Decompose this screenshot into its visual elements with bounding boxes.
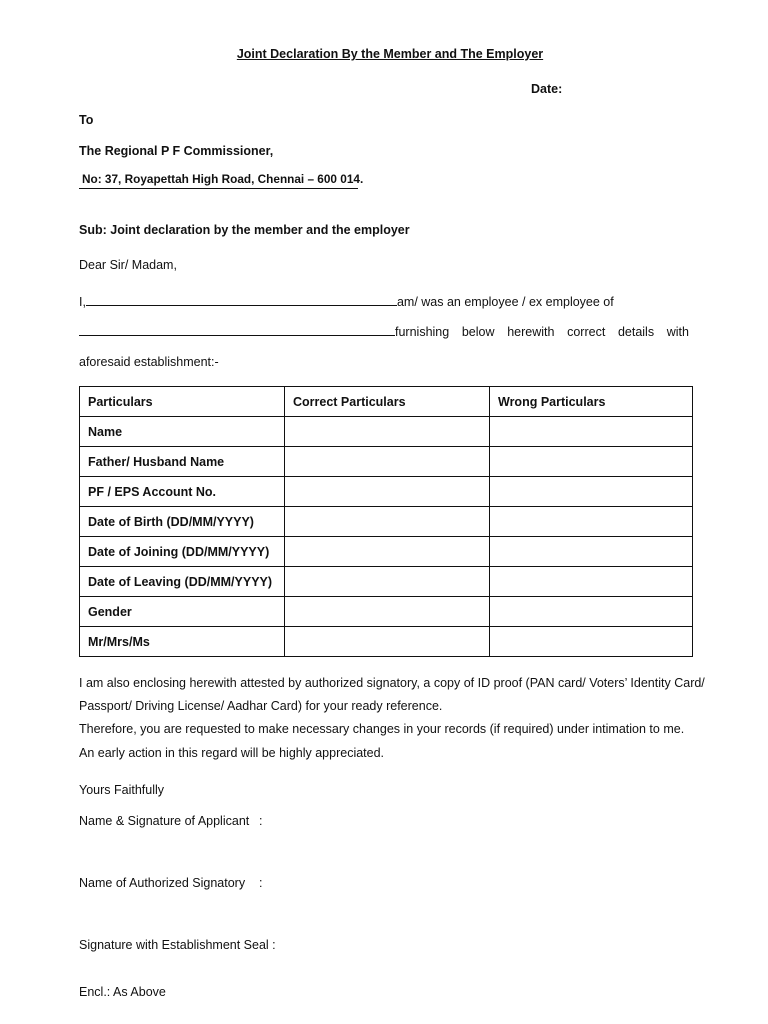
wrong-cell[interactable] xyxy=(490,477,693,507)
table-row xyxy=(80,447,693,477)
wrong-cell[interactable] xyxy=(490,507,693,537)
row-label: Father/ Husband Name xyxy=(80,447,285,477)
row-label: Name xyxy=(80,417,285,447)
header-wrong-particulars: Wrong Particulars xyxy=(490,387,693,417)
authorized-signatory-colon: : xyxy=(259,876,263,890)
declaration-line-3: aforesaid establishment:- xyxy=(79,355,219,369)
table-row xyxy=(80,417,693,447)
row-label: Gender xyxy=(80,597,285,627)
table-row xyxy=(80,627,693,657)
line2-word: herewith xyxy=(507,325,555,339)
line2-word: below xyxy=(461,325,495,339)
authorized-signatory-label: Name of Authorized Signatory xyxy=(79,876,246,890)
row-label: PF / EPS Account No. xyxy=(80,477,285,507)
correct-cell[interactable] xyxy=(285,567,490,597)
date-label: Date: xyxy=(531,82,563,96)
line1-prefix: I, xyxy=(79,295,86,309)
header-particulars: Particulars xyxy=(80,387,285,417)
row-label: Date of Joining (DD/MM/YYYY) xyxy=(80,537,285,567)
correct-cell[interactable] xyxy=(285,537,490,567)
correct-cell[interactable] xyxy=(285,417,490,447)
correct-cell[interactable] xyxy=(285,507,490,537)
line2-word: details xyxy=(617,325,655,339)
table-row xyxy=(80,507,693,537)
establishment-seal-label: Signature with Establishment Seal : xyxy=(79,938,276,952)
wrong-cell[interactable] xyxy=(490,567,693,597)
particulars-table xyxy=(79,386,693,657)
correct-cell[interactable] xyxy=(285,477,490,507)
table-header-row xyxy=(80,387,693,417)
row-label: Date of Birth (DD/MM/YYYY) xyxy=(80,507,285,537)
request-paragraph: Therefore, you are requested to make necessary changes in your records (if required) under intimation to me. xyxy=(79,722,685,736)
member-name-blank[interactable] xyxy=(86,293,397,306)
line2-word: furnishing xyxy=(395,325,450,339)
correct-cell[interactable] xyxy=(285,627,490,657)
line1-suffix: am/ was an employee / ex employee of xyxy=(396,295,614,309)
table-row xyxy=(80,567,693,597)
line2-word: with xyxy=(666,325,689,339)
to-label: To xyxy=(79,113,94,127)
wrong-cell[interactable] xyxy=(490,627,693,657)
correct-cell[interactable] xyxy=(285,597,490,627)
applicant-signature-label: Name & Signature of Applicant xyxy=(79,814,250,828)
table-row xyxy=(80,597,693,627)
early-action-paragraph: An early action in this regard will be highly appreciated. xyxy=(79,746,385,760)
closing: Yours Faithfully xyxy=(79,783,164,797)
table-row xyxy=(80,537,693,567)
line2-word: correct xyxy=(567,325,606,339)
enclosure-paragraph-line-1: I am also enclosing herewith attested by authorized signatory, a copy of ID proof (PAN card/ Voters’ Identity Card/ xyxy=(79,676,705,690)
applicant-signature-colon: : xyxy=(259,814,263,828)
enclosure-paragraph-line-2: Passport/ Driving License/ Aadhar Card) for your ready reference. xyxy=(79,699,443,713)
row-label: Date of Leaving (DD/MM/YYYY) xyxy=(80,567,285,597)
declaration-line-1 xyxy=(79,293,614,309)
correct-cell[interactable] xyxy=(285,447,490,477)
wrong-cell[interactable] xyxy=(490,597,693,627)
wrong-cell[interactable] xyxy=(490,417,693,447)
page-title: Joint Declaration By the Member and The Employer xyxy=(236,47,544,61)
subject: Sub: Joint declaration by the member and the employer xyxy=(79,223,410,237)
wrong-cell[interactable] xyxy=(490,447,693,477)
addressee: The Regional P F Commissioner, xyxy=(79,144,274,158)
declaration-line-2 xyxy=(79,323,689,339)
header-correct-particulars: Correct Particulars xyxy=(285,387,490,417)
establishment-blank[interactable] xyxy=(79,323,395,336)
salutation: Dear Sir/ Madam, xyxy=(79,258,177,272)
enclosure-label: Encl.: As Above xyxy=(79,985,166,999)
wrong-cell[interactable] xyxy=(490,537,693,567)
table-row xyxy=(80,477,693,507)
row-label: Mr/Mrs/Ms xyxy=(80,627,285,657)
line2-words xyxy=(395,325,689,339)
address: No: 37, Royapettah High Road, Chennai – 600 014. xyxy=(79,172,358,189)
